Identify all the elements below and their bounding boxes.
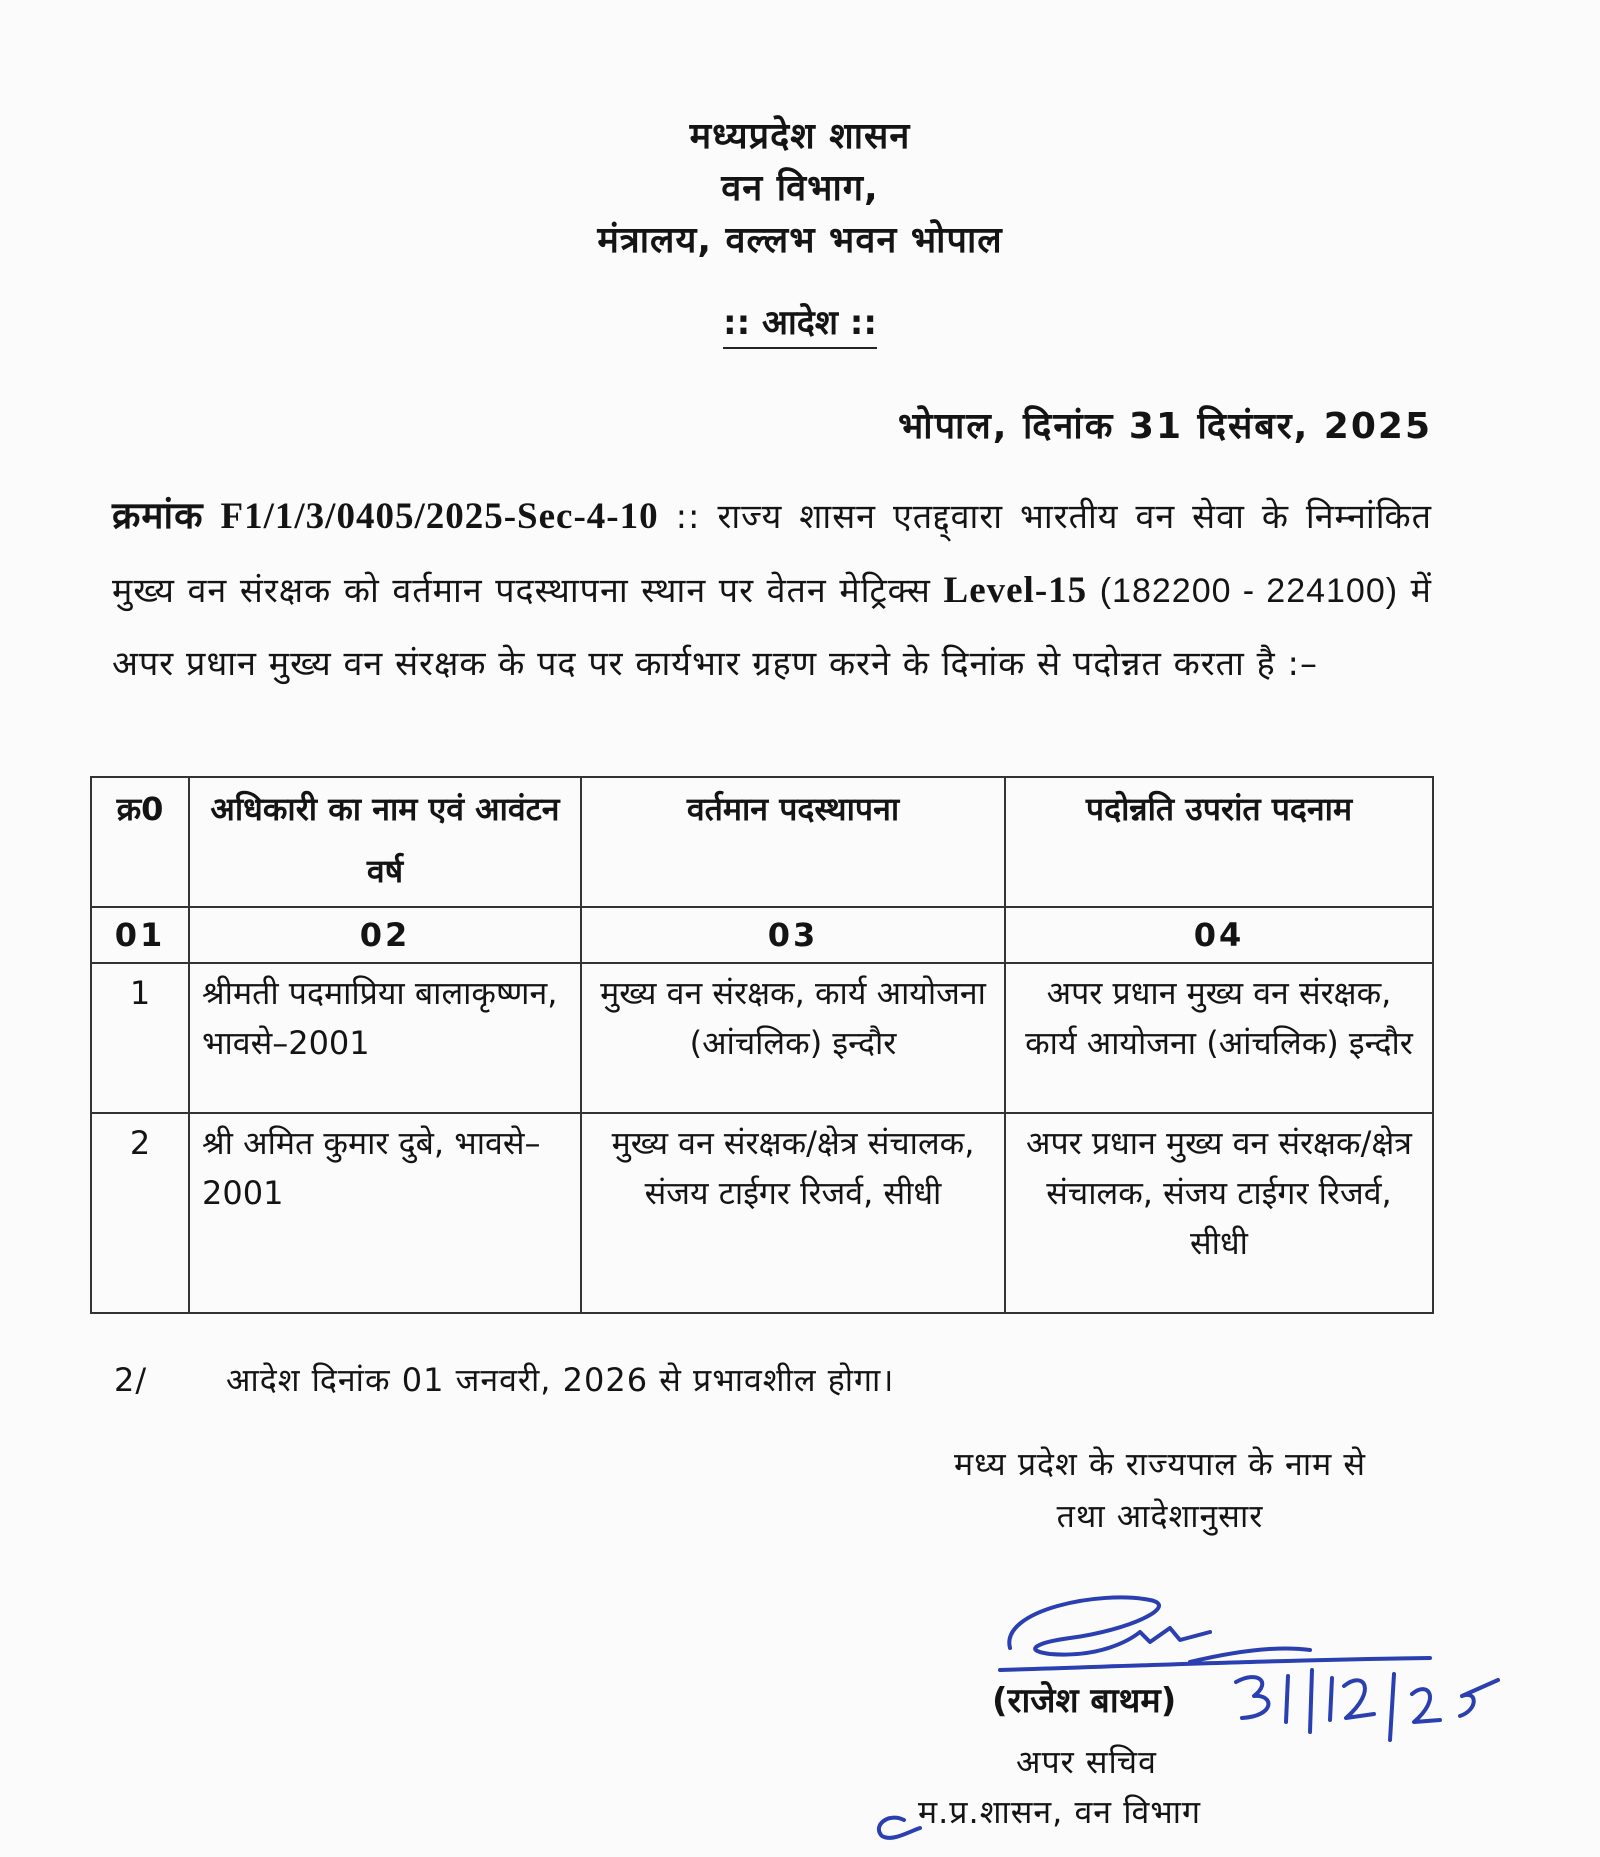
cell-current-posting: मुख्य वन संरक्षक/क्षेत्र संचालक, संजय टाईगर रिजर्व, सीधी xyxy=(581,1113,1005,1313)
signatory-department: म.प्र.शासन, वन विभाग xyxy=(918,1793,1202,1831)
col-header-name: अधिकारी का नाम एवं आवंटन वर्ष xyxy=(189,777,581,907)
col-number: 01 xyxy=(91,907,189,963)
col-number: 04 xyxy=(1005,907,1433,963)
ref-separator: :: xyxy=(675,497,701,537)
order-date: भोपाल, दिनांक 31 दिसंबर, 2025 xyxy=(897,406,1432,447)
initial-mark-icon xyxy=(868,1808,924,1844)
col-header-current: वर्तमान पदस्थापना xyxy=(581,777,1005,907)
office-address: मंत्रालय, वल्लभ भवन भोपाल xyxy=(597,220,1003,261)
signatory-name: (राजेश बाथम) xyxy=(992,1681,1177,1721)
table-row xyxy=(91,963,1433,1113)
pay-range: (182200 - 224100) xyxy=(1099,572,1399,610)
effective-date-note xyxy=(114,1358,894,1401)
cell-sn: 1 xyxy=(91,963,189,1113)
col-header-promoted: पदोन्नति उपरांत पदनाम xyxy=(1005,777,1433,907)
order-title-text: :: आदेश :: xyxy=(723,303,877,349)
ref-label: क्रमांक xyxy=(112,496,204,537)
table-column-number-row xyxy=(91,907,1433,963)
cell-promoted-designation: अपर प्रधान मुख्य वन संरक्षक, कार्य आयोजना (आंचलिक) इन्दौर xyxy=(1005,963,1433,1113)
ref-number: F1/1/3/0405/2025-Sec-4-10 xyxy=(220,496,659,537)
col-header-sn: क्र0 xyxy=(91,777,189,907)
promotion-table xyxy=(90,776,1434,1314)
pay-level: Level-15 xyxy=(943,570,1088,611)
department-name: वन विभाग, xyxy=(721,168,879,209)
cell-officer-name: श्री अमित कुमार दुबे, भावसे–2001 xyxy=(189,1113,581,1313)
col-number: 02 xyxy=(189,907,581,963)
table-row xyxy=(91,1113,1433,1313)
cell-officer-name: श्रीमती पदमाप्रिया बालाकृष्णन, भावसे–2001 xyxy=(189,963,581,1113)
order-title xyxy=(0,298,1600,344)
govt-name: मध्यप्रदेश शासन xyxy=(689,116,911,157)
cell-current-posting: मुख्य वन संरक्षक, कार्य आयोजना (आंचलिक) इन्दौर xyxy=(581,963,1005,1113)
note-number: 2/ xyxy=(114,1361,148,1399)
governor-line-1: मध्य प्रदेश के राज्यपाल के नाम से xyxy=(953,1445,1367,1483)
cell-sn: 2 xyxy=(91,1113,189,1313)
note-text: आदेश दिनांक 01 जनवरी, 2026 से प्रभावशील होगा। xyxy=(226,1361,895,1399)
order-body xyxy=(112,480,1432,701)
signatory-designation: अपर सचिव xyxy=(1016,1743,1157,1781)
handwritten-date-icon xyxy=(1228,1660,1528,1750)
governor-line-2: तथा आदेशानुसार xyxy=(1056,1497,1264,1535)
body-text-2: में अपर प्रधान मुख्य वन संरक्षक के पद पर कार्यभार ग्रहण करने के दिनांक से पदोन्नत करता है :– xyxy=(112,571,1432,684)
table-header-row xyxy=(91,777,1433,907)
body-text-1: राज्य शासन एतद्द्वारा भारतीय वन सेवा के निम्नांकित मुख्य वन संरक्षक को वर्तमान पदस्थापना स्थान पर वेतन मेट्रिक्स xyxy=(112,497,1432,611)
col-number: 03 xyxy=(581,907,1005,963)
cell-promoted-designation: अपर प्रधान मुख्य वन संरक्षक/क्षेत्र संचालक, संजय टाईगर रिजर्व, सीधी xyxy=(1005,1113,1433,1313)
